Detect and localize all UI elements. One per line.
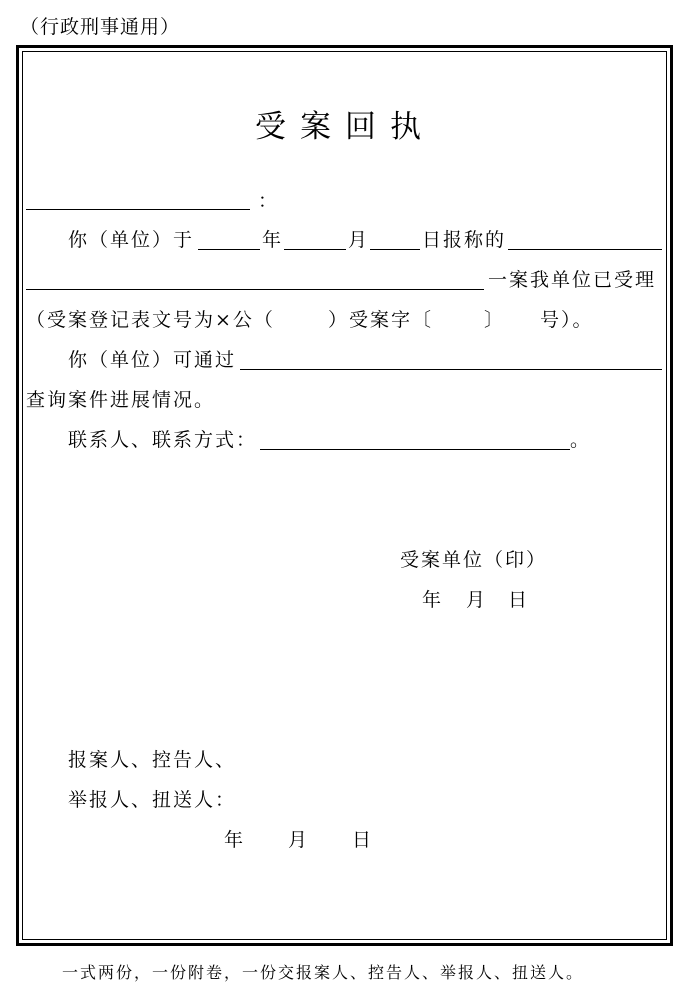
line1-month-label: 月 xyxy=(348,229,370,251)
reporter-label-line2: 举报人、扭送人： xyxy=(68,789,237,811)
addressee-blank[interactable] xyxy=(26,209,250,210)
line5-query-progress: 查询案件进展情况。 xyxy=(26,389,216,411)
report-day-blank[interactable] xyxy=(370,249,420,250)
footer-copies-note: 一式两份，一份附卷，一份交报案人、控告人、举报人、扭送人。 xyxy=(62,963,585,982)
line3-bracket-close: 〕 xyxy=(484,309,506,331)
case-name-blank-1[interactable] xyxy=(508,249,662,250)
line3-doc-number-open: （受案登记表文号为×公（ xyxy=(26,309,275,331)
accepting-unit-seal: 受案单位（印） xyxy=(400,549,548,571)
report-month-blank[interactable] xyxy=(284,249,346,250)
seal-year-label: 年 xyxy=(422,589,444,611)
contact-blank[interactable] xyxy=(260,449,570,450)
addressee-colon: ： xyxy=(258,190,280,212)
contact-label: 联系人、联系方式： xyxy=(68,429,258,451)
form-category-header: （行政刑事通用） xyxy=(20,16,181,38)
line1-day-label: 日报称的 xyxy=(422,229,507,251)
reporter-label-line1: 报案人、控告人、 xyxy=(68,749,237,771)
report-year-blank[interactable] xyxy=(198,249,260,250)
query-channel-blank[interactable] xyxy=(240,369,662,370)
case-name-blank-2[interactable] xyxy=(26,289,484,290)
reporter-month-label: 月 xyxy=(288,829,310,851)
line3-number-end: 号）。 xyxy=(540,309,594,331)
document-title: 受案回执 xyxy=(255,109,435,145)
line3-doc-number-mid: ）受案字〔 xyxy=(328,309,434,331)
seal-day-label: 日 xyxy=(508,589,530,611)
line1-prefix: 你（单位）于 xyxy=(68,229,195,251)
line1-year-label: 年 xyxy=(262,229,284,251)
seal-month-label: 月 xyxy=(466,589,488,611)
line4-query-prefix: 你（单位）可通过 xyxy=(68,349,237,371)
reporter-day-label: 日 xyxy=(352,829,374,851)
contact-period: 。 xyxy=(570,429,592,451)
reporter-year-label: 年 xyxy=(224,829,246,851)
line2-accepted-text: 一案我单位已受理 xyxy=(488,269,657,291)
